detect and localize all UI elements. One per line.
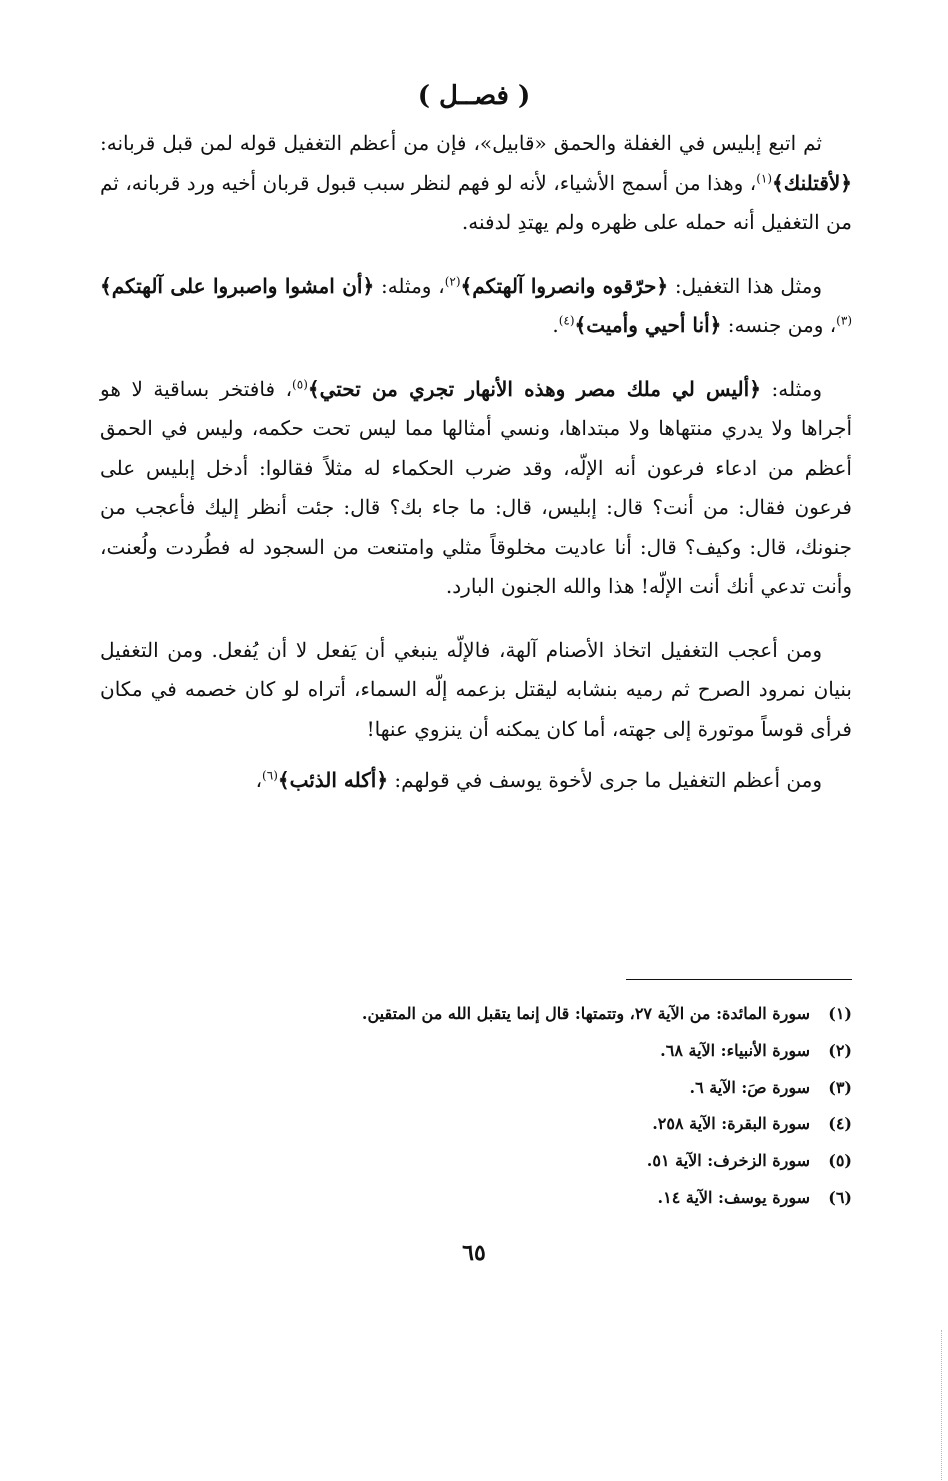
quran-quote: ﴿أليس لي ملك مصر وهذه الأنهار تجري من تحتي﴾ [307, 376, 761, 401]
footnote [100, 1143, 852, 1180]
footnote-ref: (٥) [292, 376, 308, 391]
footnote-ref: (١) [756, 170, 773, 185]
footnote-text: سورة يوسف: الآية ١٤. [657, 1187, 810, 1207]
paragraph-text: ومن أعجب التغفيل اتخاذ الأصنام آلهة، فالإلّه ينبغي أن يَفعل لا أن يُفعل. ومن التغفيل بنيان نمرود الصرح ثم رميه بنشابه ليقتل بزعمه إلّه السماء، أتراه لو كان خصمه في مكان فرأى قوساً موتورة إلى جهته، أما كان يمكنه أن ينزوي عنها! [100, 637, 852, 741]
paragraph [100, 370, 852, 607]
footnote-number: (٦) [828, 1187, 852, 1207]
quran-quote: ﴿أن امشوا واصبروا على آلهتكم﴾ [100, 273, 375, 298]
paragraph-text: ومثله: [760, 376, 822, 401]
paragraph-text: ، ومثله: [374, 273, 445, 298]
footnote-text: سورة صَ: الآية ٦. [689, 1077, 810, 1097]
paragraph-text: ومن أعظم التغفيل ما جرى لأخوة يوسف في قولهم: [388, 768, 822, 792]
paragraph [100, 267, 852, 346]
footnote-divider [626, 979, 852, 980]
footnote [100, 1180, 852, 1217]
footnote-number: (٤) [828, 1114, 852, 1134]
footnotes [100, 996, 852, 1217]
paragraph-text: ثم اتبع إبليس في الغفلة والحمق «قابيل»، فإن من أعظم التغفيل قوله لمن قبل قربانه: [100, 131, 822, 155]
paragraph-text: ، وهذا من أسمج الأشياء، لأنه لو فهم لنظر سبب قبول قربان أخيه ورد قربانه، ثم من التغفيل أنه حمله على ظهره ولم يهتدِ لدفنه. [100, 170, 852, 234]
footnote-number: (٢) [828, 1040, 852, 1060]
footnote-number: (٥) [828, 1151, 852, 1171]
paragraph-text: ، [255, 768, 263, 792]
paragraph [100, 631, 852, 750]
footnote-number: (١) [828, 1004, 852, 1023]
quran-quote: ﴿لأقتلنك﴾ [772, 170, 852, 195]
section-heading: ( فصــل ) [417, 81, 531, 111]
footnote-text: سورة البقرة: الآية ٢٥٨. [652, 1114, 810, 1134]
page-number: ٦٥ [462, 1240, 486, 1266]
footnote-ref: (٤) [558, 313, 575, 328]
paragraph-text: . [552, 313, 559, 337]
footnote [100, 996, 852, 1033]
scan-margin-artifact [941, 1330, 942, 1480]
body-text [100, 124, 852, 825]
footnote-ref: (٣) [836, 313, 852, 328]
footnote [100, 1106, 852, 1143]
footnote-text: سورة الزخرف: الآية ٥١. [646, 1151, 810, 1171]
footnote-ref: (٢) [444, 273, 461, 288]
footnote-text: سورة المائدة: من الآية ٢٧، وتتمتها: قال إنما يتقبل الله من المتقين. [361, 1004, 810, 1023]
paragraph-text: ، فافتخر بساقية لا هو أجراها ولا يدري منتهاها ولا مبتداها، ونسي أمثالها مما ليس تحت حكمه، وليس في الحمق أعظم من ادعاء فرعون أنه الإلّه، وقد ضرب الحكماء له مثلاً فقالوا: أدخل إبليس على فرعون فقال: من أنت؟ قال: إبليس، قال: ما جاء بك؟ قال: جئت أنظر إليك فأعجب من جنونك، قال: وكيف؟ قال: أنا عاديت مخلوقاً مثلي وامتنعت من السجود له فطُردت ولُعنت، وأنت تدعي أنك أنت الإلّه! هذا والله الجنون البارد. [100, 376, 852, 598]
footnote-ref: (٦) [262, 768, 278, 783]
paragraph [100, 124, 852, 243]
paragraph-text: ، ومن جنسه: [721, 313, 837, 337]
paragraph-text: ومثل هذا التغفيل: [668, 273, 822, 298]
quran-quote: ﴿حرّقوه وانصروا آلهتكم﴾ [460, 273, 669, 298]
quran-quote: ﴿أكله الذئب﴾ [277, 768, 389, 792]
quran-quote: ﴿أنا أحيي وأميت﴾ [574, 313, 722, 337]
footnote-text: سورة الأنبياء: الآية ٦٨. [660, 1040, 810, 1060]
footnote [100, 1033, 852, 1070]
footnote-number: (٣) [828, 1077, 852, 1097]
footnote [100, 1070, 852, 1107]
paragraph [100, 761, 852, 801]
